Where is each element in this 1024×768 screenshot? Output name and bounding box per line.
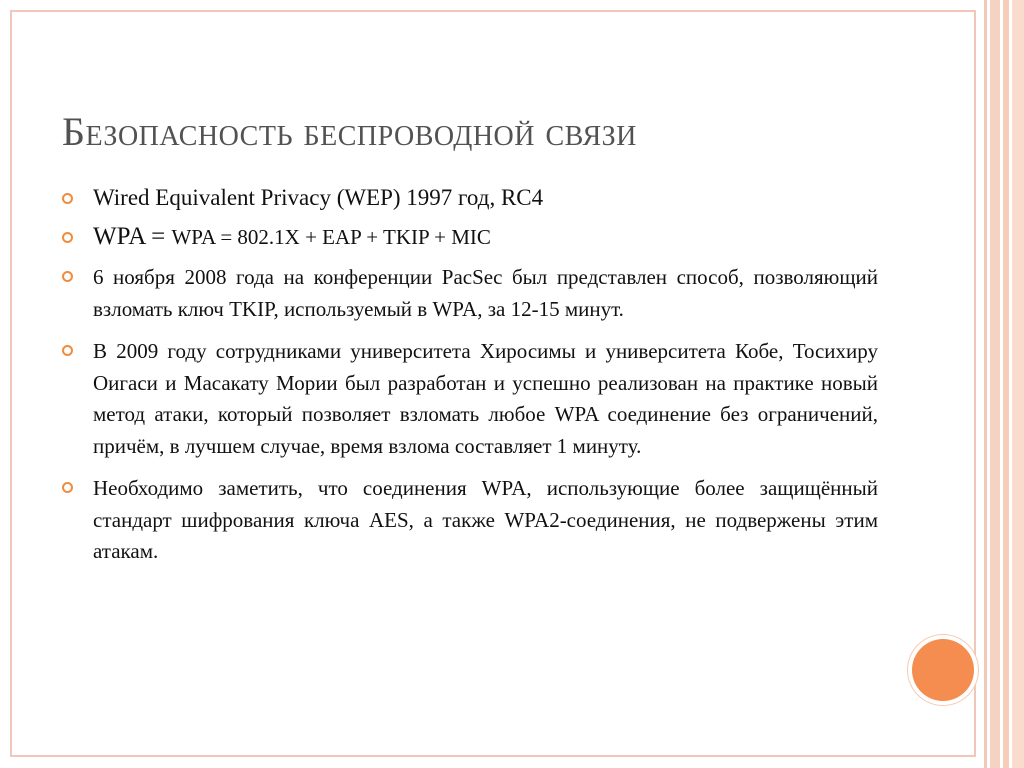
bullet-item: [62, 336, 878, 462]
stripe: [990, 0, 1000, 768]
bullet-circle-icon: [62, 345, 73, 356]
bullet-item: [62, 184, 878, 212]
stripe: [1003, 0, 1009, 768]
stripe: [984, 0, 987, 768]
bullet-text: 6 ноября 2008 года на конференции PacSec был представлен способ, позволяющий взломать ключ TKIP, используемый в WPA, за 12-15 минут.: [93, 265, 878, 321]
bullet-item: [62, 223, 878, 251]
bullet-item: [62, 473, 878, 568]
decorative-circle: [912, 639, 974, 701]
bullet-circle-icon: [62, 193, 73, 204]
bullet-text: Необходимо заметить, что соединения WPA, использующие более защищённый стандарт шифрования ключа AES, а также WPA2-соединения, не подвержены этим атакам.: [93, 476, 878, 563]
bullet-item: [62, 262, 878, 325]
bullet-text: В 2009 году сотрудниками университета Хиросимы и университета Кобе, Тосихиру Оигаси и Масакату Мории был разработан и успешно реализован на практике новый метод атаки, который позволяет взломать любое WPA соединение без ограничений, причём, в лучшем случае, время взлома составляет 1 минуту.: [93, 339, 878, 458]
bullet-text: Wired Equivalent Privacy (WEP) 1997 год, RC4: [93, 185, 544, 210]
slide-title: Безопасность беспроводной связи: [62, 109, 637, 154]
decorative-stripes: [984, 0, 1024, 768]
bullet-circle-icon: [62, 232, 73, 243]
bullet-prefix: WPA =: [93, 223, 172, 250]
bullet-text: WPA = 802.1X + EAP + TKIP + MIC: [171, 225, 491, 249]
bullet-circle-icon: [62, 271, 73, 282]
bullet-circle-icon: [62, 482, 73, 493]
stripe: [1012, 0, 1024, 768]
bullet-list: [62, 184, 878, 579]
